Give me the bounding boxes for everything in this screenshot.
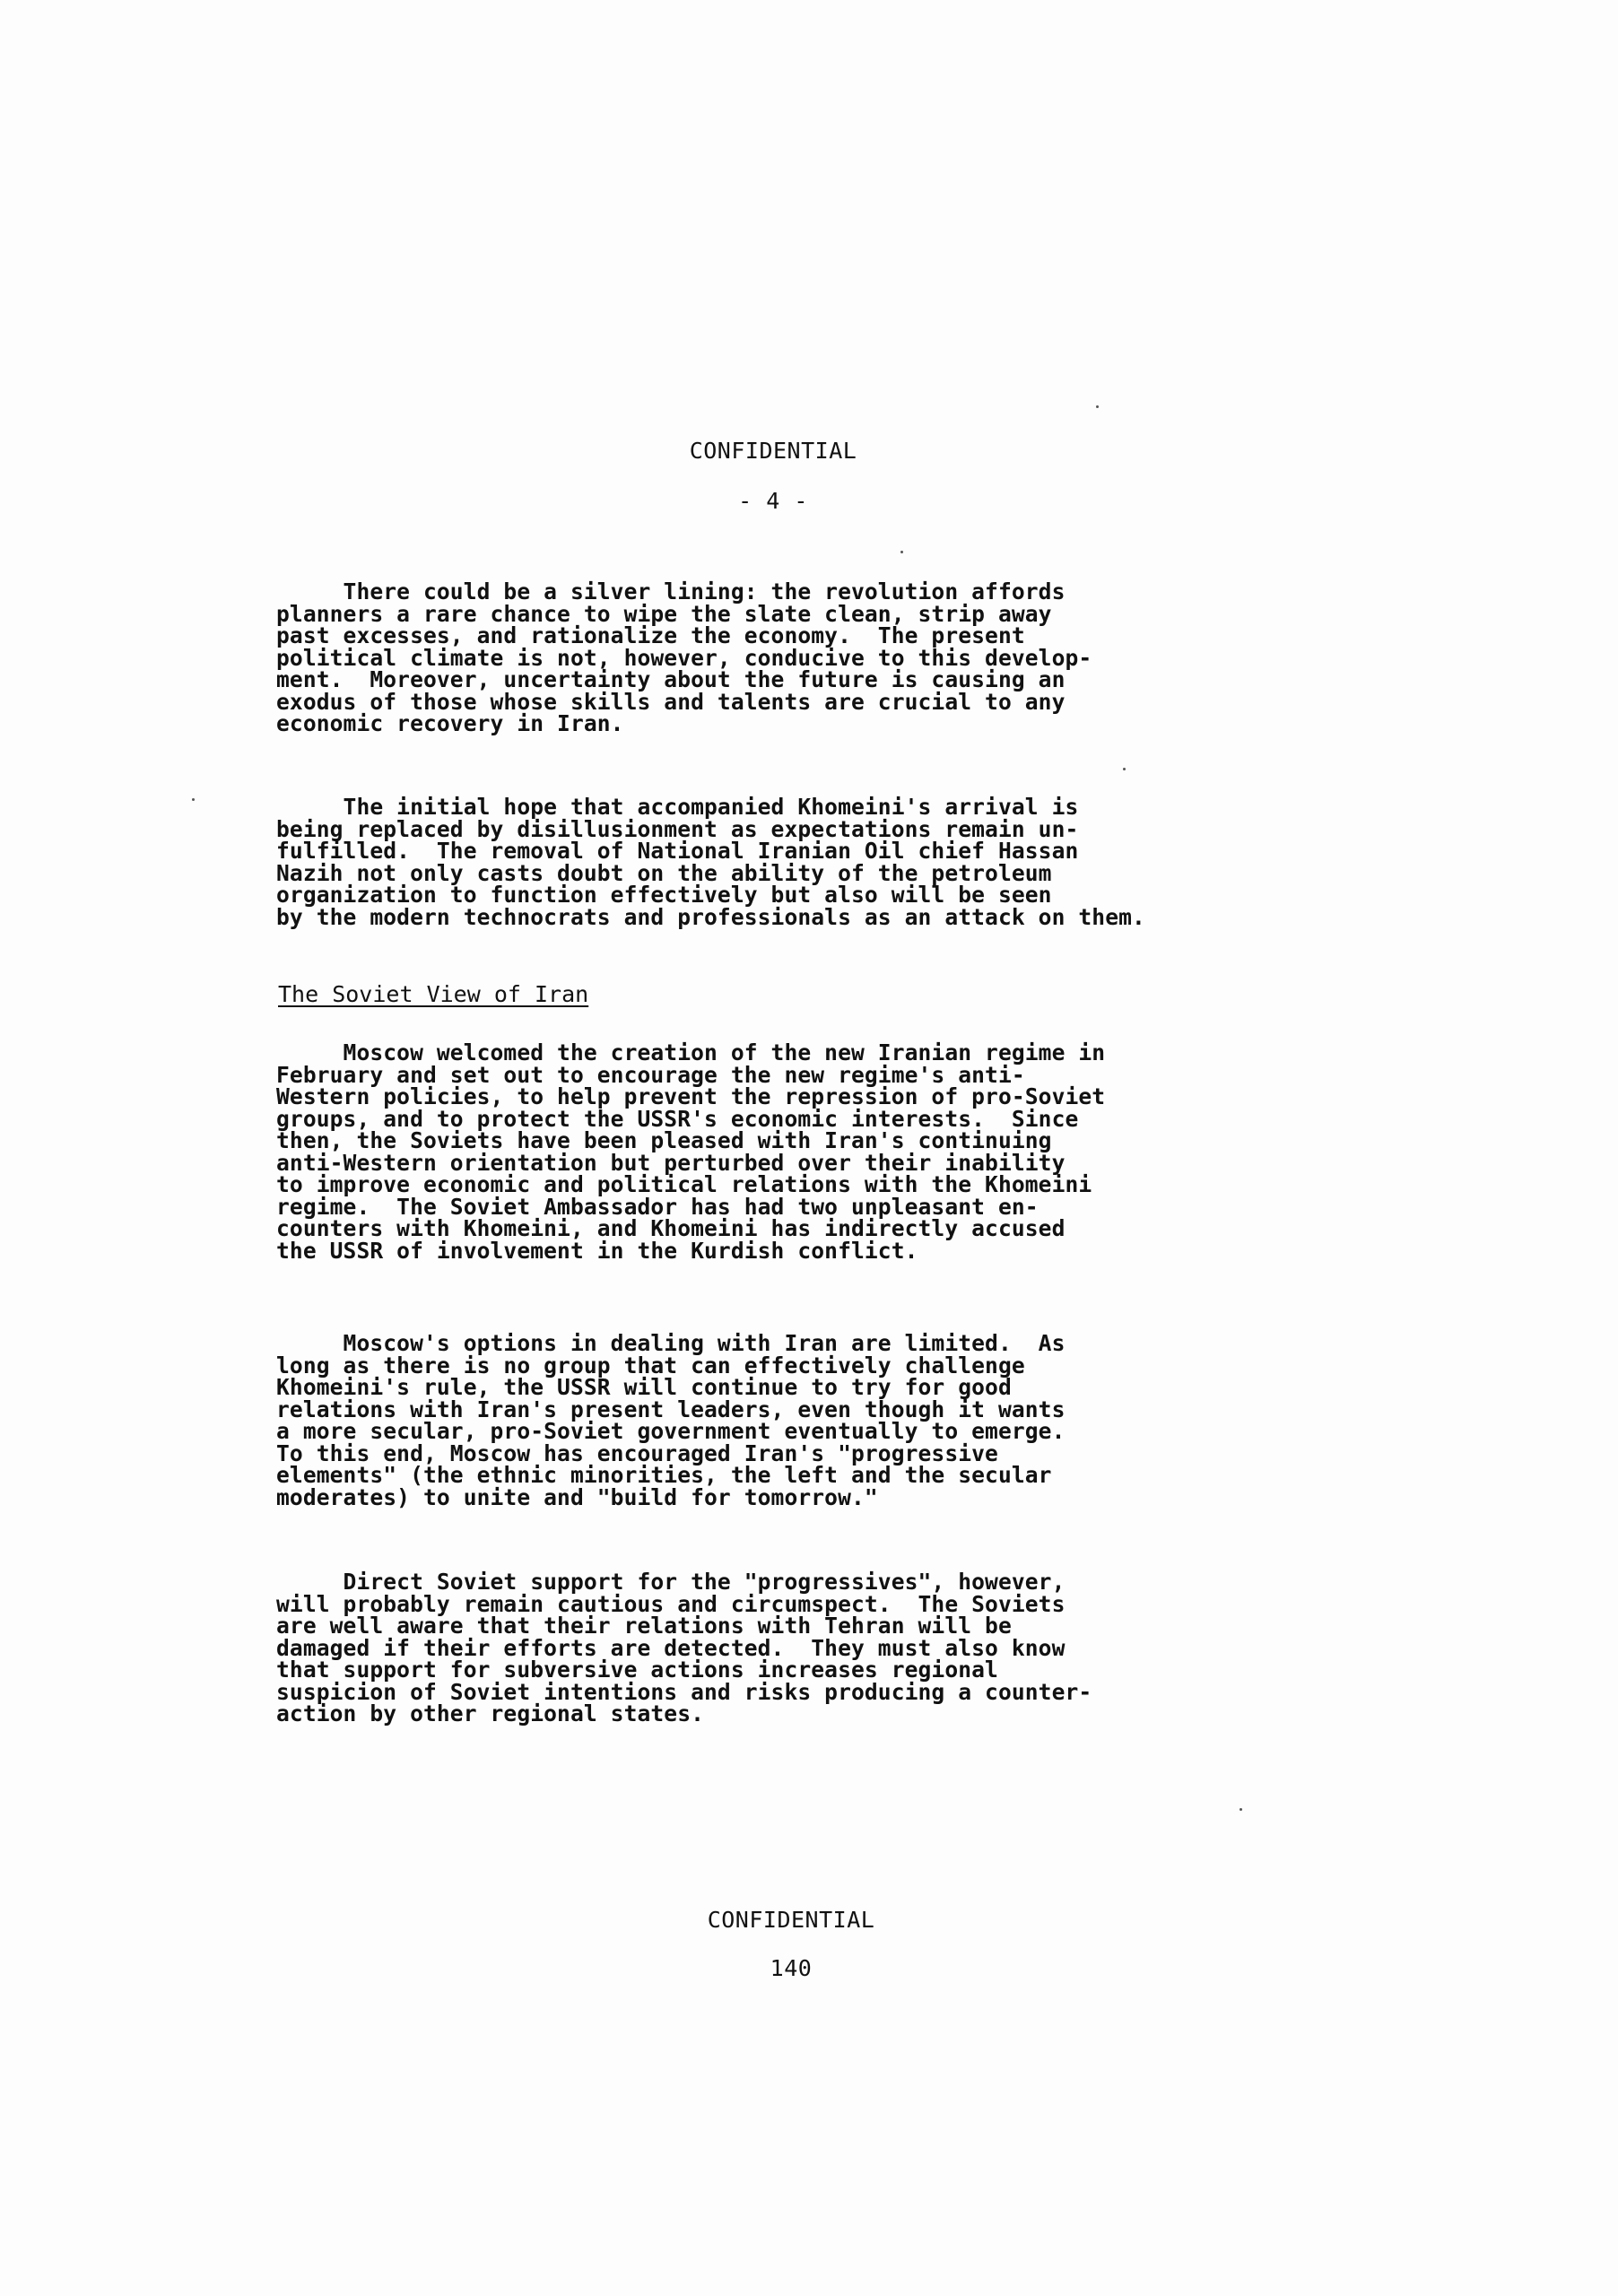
page-number: 140: [770, 1955, 813, 1981]
classification-footer: CONFIDENTIAL: [707, 1907, 875, 1933]
paragraph-moscow-options: Moscow's options in dealing with Iran are limited. As long as there is no group that can effectively challenge Khomeini's rule, the USSR will continue to try for good relations with Iran's present leaders, even though it wants a more secular, pro-Soviet government eventually to emerge. To this end, Moscow has encouraged Iran's "progressive elements" (the ethnic minorities, the left and the secular moderates) to unite and "build for tomorrow.": [276, 1330, 1066, 1510]
scan-speck: [1096, 405, 1099, 408]
scan-speck: [1123, 768, 1126, 770]
classification-header: CONFIDENTIAL: [689, 438, 857, 464]
paragraph-silver-lining: There could be a silver lining: the revolution affords planners a rare chance to wipe the slate clean, strip away past excesses, and rationalize the economy. The present political climate is not, however, conducive to this develop- ment. Moreover, uncertainty about the future is causing an exodus of those whose skills and talents are crucial to any economic recovery in Iran.: [276, 578, 1092, 736]
scan-speck: [1240, 1808, 1242, 1811]
page-marker: - 4 -: [738, 488, 808, 514]
scan-speck: [900, 551, 903, 553]
paragraph-disillusionment: The initial hope that accompanied Khomeini's arrival is being replaced by disillusionment as expectations remain un- fulfilled. The removal of National Iranian Oil chief Hassan Nazih not only casts doubt on the ability of the petroleum organization to function effectively but also will be seen by the modern technocrats and professionals as an attack on them.: [276, 794, 1145, 930]
paragraph-direct-support: Direct Soviet support for the "progressives", however, will probably remain cautious and circumspect. The Soviets are well aware that their relations with Tehran will be damaged if their efforts are detected. They must also know that support for subversive actions increases regional suspicion of Soviet intentions and risks producing a counter- action by other regional states.: [276, 1569, 1092, 1726]
paragraph-moscow-welcomed: Moscow welcomed the creation of the new Iranian regime in February and set out to encourage the new regime's anti- Western policies, to help prevent the repression of pro-Soviet groups, and to protect the USSR's economic interests. Since then, the Soviets have been pleased with Iran's continuing anti-Western orientation but perturbed over their inability to improve economic and political relations with the Khomeini regime. The Soviet Ambassador has had two unpleasant en- counters with Khomeini, and Khomeini has indirectly accused the USSR of involvement in the Kurdish conflict.: [276, 1039, 1106, 1264]
section-heading: The Soviet View of Iran: [278, 981, 589, 1007]
scan-speck: [192, 798, 195, 801]
